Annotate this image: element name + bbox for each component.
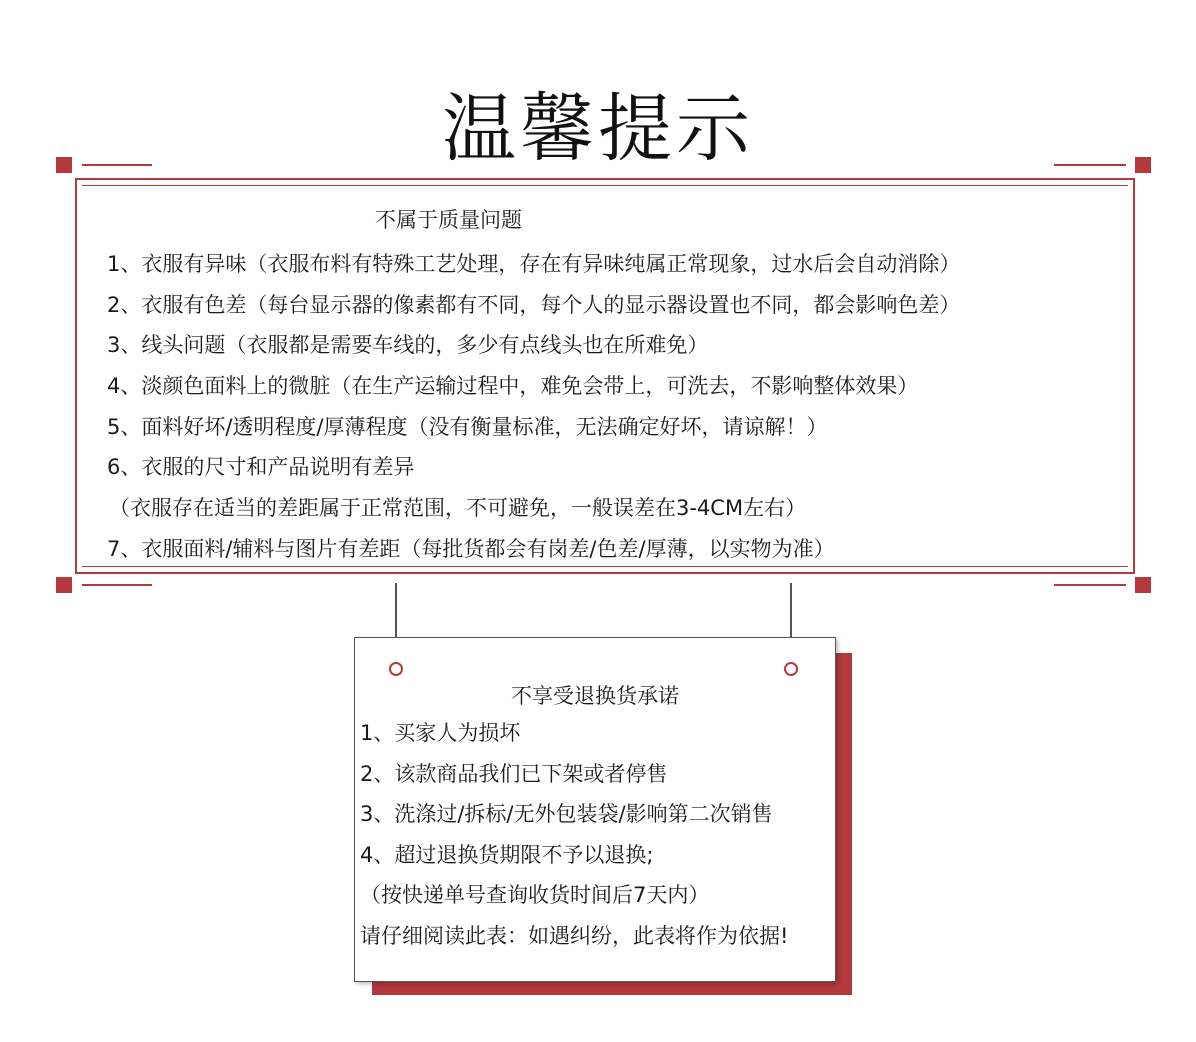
quality-notice-heading: 不属于质量问题 xyxy=(375,208,522,232)
corner-square-top-right xyxy=(1135,157,1151,173)
corner-square-bottom-right xyxy=(1135,577,1151,593)
rule-bottom-left xyxy=(82,584,152,586)
return-notice-card xyxy=(354,637,836,982)
list-item: 3、洗涤过/拆标/无外包装袋/影响第二次销售 xyxy=(360,802,773,826)
list-item: 5、面料好坏/透明程度/厚薄程度（没有衡量标准，无法确定好坏，请谅解！） xyxy=(107,414,828,439)
page-title: 温馨提示 xyxy=(442,86,754,172)
list-item: 1、买家人为损坏 xyxy=(360,721,521,745)
list-item: 6、衣服的尺寸和产品说明有差异 xyxy=(107,455,415,480)
quality-notice-list xyxy=(107,244,1127,570)
return-notice-heading: 不享受退换货承诺 xyxy=(511,684,679,708)
list-item: 2、该款商品我们已下架或者停售 xyxy=(360,761,668,786)
list-item: 7、衣服面料/辅料与图片有差距（每批货都会有岗差/色差/厚薄，以实物为准） xyxy=(107,536,835,561)
list-item: 2、衣服有色差（每台显示器的像素都有不同，每个人的显示器设置也不同，都会影响色差） xyxy=(107,292,961,317)
list-item: 4、淡颜色面料上的微脏（在生产运输过程中，难免会带上，可洗去，不影响整体效果） xyxy=(107,374,919,399)
list-item-note: （按快递单号查询收货时间后7天内） xyxy=(360,883,710,907)
corner-square-top-left xyxy=(56,157,72,173)
corner-square-bottom-left xyxy=(56,577,72,593)
inner-rule-top xyxy=(82,185,1128,186)
return-notice-list xyxy=(360,713,830,956)
pin-icon-left xyxy=(389,662,403,676)
list-item: 3、线头问题（衣服都是需要车线的，多少有点线头也在所难免） xyxy=(107,333,709,358)
list-item: 4、超过退换货期限不予以退换; xyxy=(360,842,654,867)
rule-top-right xyxy=(1054,164,1126,166)
rule-top-left xyxy=(82,164,152,166)
quality-notice-box xyxy=(75,178,1135,574)
pin-icon-right xyxy=(784,662,798,676)
rule-bottom-right xyxy=(1054,584,1126,586)
list-item: 1、衣服有异味（衣服布料有特殊工艺处理，存在有异味纯属正常现象，过水后会自动消除） xyxy=(107,252,961,276)
list-item-note: （衣服存在适当的差距属于正常范围，不可避免，一般误差在3-4CM左右） xyxy=(109,496,807,521)
closing-note: 请仔细阅读此表：如遇纠纷，此表将作为依据! xyxy=(360,923,789,948)
